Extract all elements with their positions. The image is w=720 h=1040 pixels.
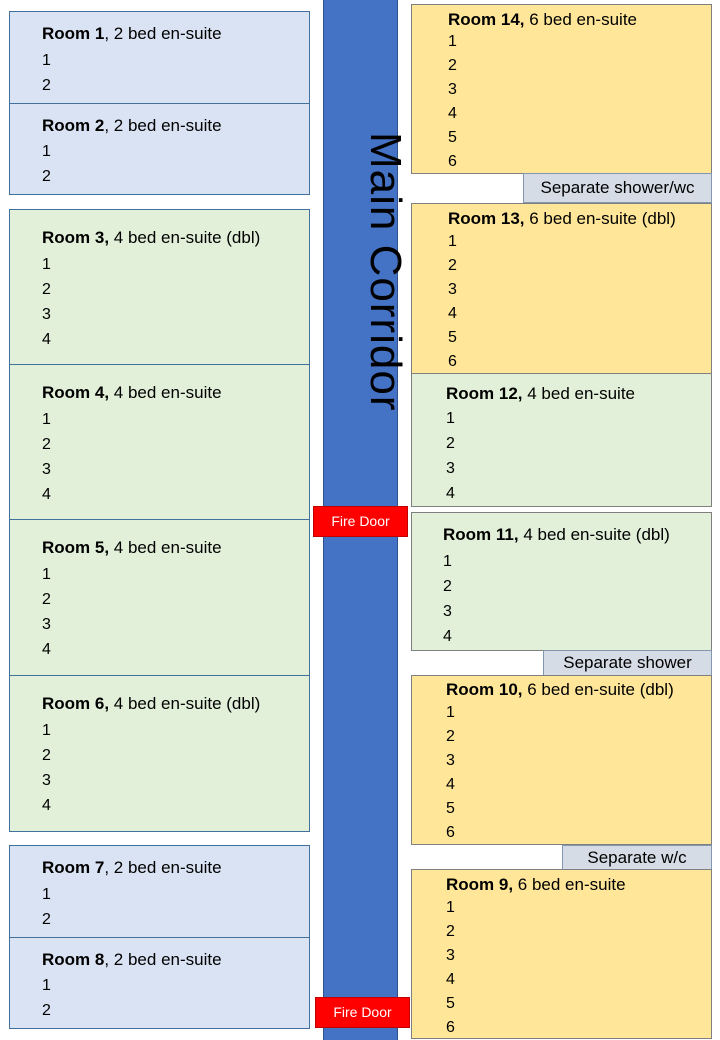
room-10 [411,675,712,845]
bed-number: 4 [446,971,455,988]
room-desc: 2 bed en-suite [109,950,222,969]
room-11 [411,512,712,651]
room-name: Room 10, [446,680,523,699]
room-name: Room 5, [42,538,110,557]
room-desc: 6 bed en-suite (dbl) [524,209,676,228]
fire-door-lower: Fire Door [315,997,410,1028]
bed-number: 3 [42,461,51,478]
room-14 [411,4,712,174]
room-desc: 4 bed en-suite (dbl) [109,228,261,247]
room-desc: 4 bed en-suite [109,538,222,557]
bed-number: 1 [42,977,51,994]
bed-number: 1 [448,233,457,250]
bed-number: 4 [446,776,455,793]
bed-number: 4 [42,641,51,658]
bed-number: 3 [448,81,457,98]
room-9 [411,869,712,1039]
bed-number: 4 [42,331,51,348]
bed-number: 5 [448,129,457,146]
room-desc: 6 bed en-suite [513,875,626,894]
room-desc: 2 bed en-suite [109,24,222,43]
bed-number: 3 [42,772,51,789]
bed-number: 2 [446,435,455,452]
room-2: Room 2, 2 bed en-suite 1 2 [9,103,310,195]
room-desc: 4 bed en-suite (dbl) [518,525,670,544]
bed-number: 1 [443,553,452,570]
room-name: Room 13, [448,209,525,228]
bed-number: 2 [446,728,455,745]
room-5 [9,519,310,676]
bed-number: 5 [446,995,455,1012]
bed-number: 2 [42,168,51,185]
room-name: Room 8 [42,950,105,969]
bed-number: 4 [42,486,51,503]
room-desc: 2 bed en-suite [109,858,222,877]
room-desc: 4 bed en-suite [522,384,635,403]
bed-number: 6 [446,824,455,841]
room-8: Room 8, 2 bed en-suite 1 2 [9,937,310,1029]
bed-number: 2 [448,57,457,74]
room-name: Room 1 [42,24,105,43]
bed-number: 4 [42,797,51,814]
room-1: Room 1, 2 bed en-suite 1 2 [9,11,310,104]
room-name: Room 9, [446,875,514,894]
bed-number: 3 [42,306,51,323]
bed-number: 2 [42,747,51,764]
bed-number: 2 [448,257,457,274]
room-name: Room 11, [443,525,519,544]
bed-number: 1 [42,143,51,160]
bed-number: 2 [443,578,452,595]
bed-number: 2 [446,923,455,940]
separate-shower-wc: Separate shower/wc [523,173,712,203]
room-desc: 6 bed en-suite (dbl) [522,680,674,699]
bed-number: 1 [446,899,455,916]
bed-number: 3 [446,752,455,769]
room-name: Room 3, [42,228,110,247]
room-7: Room 7, 2 bed en-suite 1 2 [9,845,310,938]
bed-number: 2 [42,911,51,928]
room-3 [9,209,310,365]
bed-number: 1 [448,33,457,50]
bed-number: 3 [446,460,455,477]
bed-number: 4 [446,485,455,502]
room-desc: 4 bed en-suite [109,383,222,402]
room-desc: 4 bed en-suite (dbl) [109,694,261,713]
bed-number: 1 [42,886,51,903]
room-13 [411,203,712,374]
bed-number: 3 [443,603,452,620]
room-name: Room 4, [42,383,110,402]
bed-number: 1 [42,566,51,583]
bed-number: 4 [448,305,457,322]
room-name: Room 7 [42,858,105,877]
room-name: Room 14, [448,10,525,29]
bed-number: 5 [446,800,455,817]
room-name: Room 12, [446,384,523,403]
bed-number: 4 [448,105,457,122]
bed-number: 2 [42,591,51,608]
bed-number: 6 [448,153,457,170]
separate-wc: Separate w/c [562,845,712,870]
bed-number: 3 [448,281,457,298]
room-desc: 6 bed en-suite [524,10,637,29]
room-name: Room 2 [42,116,105,135]
bed-number: 1 [42,256,51,273]
bed-number: 2 [42,436,51,453]
bed-number: 2 [42,77,51,94]
room-4 [9,364,310,520]
bed-number: 6 [448,353,457,370]
bed-number: 2 [42,281,51,298]
bed-number: 1 [42,411,51,428]
bed-number: 6 [446,1019,455,1036]
bed-number: 3 [446,947,455,964]
room-12 [411,373,712,507]
fire-door-upper: Fire Door [313,506,408,537]
bed-number: 5 [448,329,457,346]
room-desc: 2 bed en-suite [109,116,222,135]
bed-number: 1 [446,704,455,721]
bed-number: 2 [42,1002,51,1019]
bed-number: 1 [42,722,51,739]
bed-number: 4 [443,628,452,645]
room-6 [9,675,310,832]
bed-number: 1 [446,410,455,427]
separate-shower: Separate shower [543,650,712,676]
room-name: Room 6, [42,694,110,713]
bed-number: 3 [42,616,51,633]
bed-number: 1 [42,52,51,69]
corridor-label: Main Corridor [361,132,410,412]
